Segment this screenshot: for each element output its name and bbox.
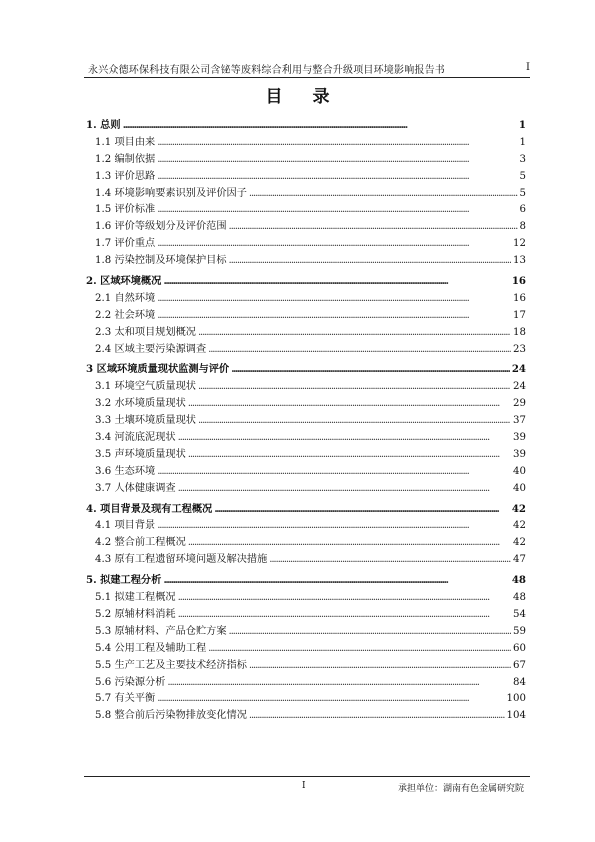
toc-entry-label: 3.1 环境空气质量现状 <box>95 381 196 393</box>
page-title: 目 录 <box>265 87 342 107</box>
toc-section-entry[interactable] <box>86 184 526 201</box>
toc-entry-page: 1 <box>518 119 526 131</box>
toc-entry-page: 12 <box>513 238 526 250</box>
toc-dot-leader <box>157 466 511 477</box>
toc-dot-leader <box>188 537 511 548</box>
toc-dot-leader <box>157 154 517 165</box>
toc-entry-page: 3 <box>519 153 526 165</box>
toc-section-entry[interactable] <box>86 550 526 567</box>
toc-entry-label: 5.2 原辅材料消耗 <box>95 608 176 620</box>
toc-section-entry[interactable] <box>86 516 526 533</box>
toc-entry-label: 1.5 评价标准 <box>95 204 156 216</box>
toc-entry-page: 24 <box>513 381 526 393</box>
toc-dot-leader <box>229 221 518 232</box>
toc-section-entry[interactable] <box>86 234 526 251</box>
toc-entry-label: 1.8 污染控制及环境保护目标 <box>95 255 227 267</box>
toc-dot-leader <box>157 204 517 215</box>
toc-entry-label: 2.4 区域主要污染源调查 <box>95 343 207 355</box>
toc-entry-label: 3.4 河流底泥现状 <box>95 432 176 444</box>
toc-chapter-entry[interactable] <box>86 272 526 289</box>
toc-entry-page: 24 <box>511 363 526 376</box>
toc-entry-label: 5.1 拟建工程概况 <box>95 592 176 604</box>
toc-section-entry[interactable] <box>86 133 526 150</box>
toc-entry-page: 60 <box>513 642 526 654</box>
toc-dot-leader <box>249 710 505 721</box>
table-of-contents <box>86 116 526 723</box>
toc-entry-page: 59 <box>513 625 526 637</box>
toc-dot-leader <box>157 520 511 531</box>
toc-dot-leader <box>178 609 511 620</box>
toc-section-entry[interactable] <box>86 150 526 167</box>
toc-entry-label: 5. 拟建工程分析 <box>86 574 162 587</box>
header-rule <box>84 77 530 78</box>
toc-entry-page: 6 <box>519 204 526 216</box>
toc-entry-label: 1.7 评价重点 <box>95 238 156 250</box>
toc-entry-label: 3.5 声环境质量现状 <box>95 448 186 460</box>
toc-entry-page: 39 <box>513 448 526 460</box>
toc-chapter-entry[interactable] <box>86 571 526 588</box>
toc-entry-label: 4.2 整合前工程概况 <box>95 537 186 549</box>
toc-entry-page: 48 <box>511 574 526 587</box>
toc-entry-label: 4. 项目背景及现有工程概况 <box>86 502 213 515</box>
toc-entry-label: 3 区域环境质量现状监测与评价 <box>86 363 230 376</box>
toc-entry-label: 2. 区域环境概况 <box>86 275 162 288</box>
toc-entry-label: 3.3 土壤环境质量现状 <box>95 415 196 427</box>
toc-entry-label: 5.4 公用工程及辅助工程 <box>95 642 207 654</box>
toc-chapter-entry[interactable] <box>86 116 526 133</box>
toc-entry-page: 39 <box>513 432 526 444</box>
toc-entry-page: 5 <box>519 170 526 182</box>
toc-dot-leader <box>157 171 517 182</box>
toc-entry-label: 3.6 生态环境 <box>95 465 156 477</box>
toc-entry-page: 42 <box>513 537 526 549</box>
toc-section-entry[interactable] <box>86 217 526 234</box>
toc-dot-leader <box>214 503 510 515</box>
toc-entry-page: 40 <box>513 482 526 494</box>
toc-section-entry[interactable] <box>86 639 526 656</box>
page-footer <box>84 776 530 796</box>
toc-entry-label: 1.1 项目由来 <box>95 136 156 148</box>
toc-dot-leader <box>163 275 510 287</box>
toc-dot-leader <box>229 255 512 266</box>
toc-dot-leader <box>231 363 510 375</box>
toc-entry-label: 2.2 社会环境 <box>95 309 156 321</box>
toc-entry-page: 23 <box>513 343 526 355</box>
toc-entry-label: 1. 总则 <box>86 119 121 131</box>
toc-section-entry[interactable] <box>86 479 526 496</box>
toc-entry-label: 4.1 项目背景 <box>95 520 156 532</box>
toc-entry-page: 5 <box>519 187 526 199</box>
toc-entry-label: 5.5 生产工艺及主要技术经济指标 <box>95 659 247 671</box>
toc-dot-leader <box>198 327 511 338</box>
toc-section-entry[interactable] <box>86 377 526 394</box>
toc-section-entry[interactable] <box>86 706 526 723</box>
toc-section-entry[interactable] <box>86 323 526 340</box>
toc-section-entry[interactable] <box>86 200 526 217</box>
toc-entry-label: 3.7 人体健康调查 <box>95 482 176 494</box>
toc-section-entry[interactable] <box>86 462 526 479</box>
toc-entry-label: 1.2 编制依据 <box>95 153 156 165</box>
toc-entry-page: 42 <box>513 520 526 532</box>
toc-entry-page: 37 <box>513 415 526 427</box>
toc-section-entry[interactable] <box>86 673 526 690</box>
toc-section-entry[interactable] <box>86 411 526 428</box>
toc-entry-page: 40 <box>513 465 526 477</box>
toc-dot-leader <box>157 238 511 249</box>
toc-entry-page: 16 <box>511 275 526 288</box>
toc-entry-label: 5.3 原辅材料、产品仓贮方案 <box>95 625 227 637</box>
toc-entry-page: 84 <box>513 676 526 688</box>
toc-section-entry[interactable] <box>86 251 526 268</box>
toc-dot-leader <box>157 693 504 704</box>
header-title: 永兴众德环保科技有限公司含铋等废料综合利用与整合升级项目环境影响报告书 <box>88 65 445 76</box>
toc-entry-page: 18 <box>513 326 526 338</box>
toc-entry-page: 100 <box>506 693 526 705</box>
toc-entry-page: 42 <box>511 502 526 515</box>
toc-dot-leader <box>249 188 518 199</box>
toc-entry-page: 13 <box>513 255 526 267</box>
toc-section-entry[interactable] <box>86 167 526 184</box>
toc-dot-leader <box>157 310 511 321</box>
toc-entry-label: 1.6 评价等级划分及评价范围 <box>95 221 227 233</box>
toc-entry-page: 8 <box>519 221 526 233</box>
toc-entry-page: 48 <box>513 592 526 604</box>
toc-entry-page: 17 <box>513 309 526 321</box>
toc-entry-page: 29 <box>513 398 526 410</box>
toc-dot-leader <box>157 293 511 304</box>
toc-entry-label: 5.7 有关平衡 <box>95 693 156 705</box>
toc-entry-page: 16 <box>513 292 526 304</box>
toc-dot-leader <box>157 137 517 148</box>
toc-section-entry[interactable] <box>86 533 526 550</box>
toc-section-entry[interactable] <box>86 605 526 622</box>
header-page-mark: I <box>526 62 530 73</box>
toc-dot-leader <box>188 449 511 460</box>
toc-entry-label: 1.4 环境影响要素识别及评价因子 <box>95 187 247 199</box>
toc-dot-leader <box>178 432 511 443</box>
toc-entry-page: 1 <box>519 136 526 148</box>
toc-section-entry[interactable] <box>86 445 526 462</box>
toc-entry-label: 1.3 评价思路 <box>95 170 156 182</box>
toc-dot-leader <box>198 415 511 426</box>
footer-organization: 承担单位：湖南有色金属研究院 <box>397 784 524 794</box>
toc-dot-leader <box>208 344 511 355</box>
toc-chapter-entry[interactable] <box>86 360 526 377</box>
toc-dot-leader <box>167 677 511 688</box>
toc-section-entry[interactable] <box>86 289 526 306</box>
toc-section-entry[interactable] <box>86 656 526 673</box>
toc-chapter-entry[interactable] <box>86 500 526 517</box>
toc-entry-label: 3.2 水环境质量现状 <box>95 398 186 410</box>
toc-dot-leader <box>178 592 511 603</box>
page-header <box>84 61 530 77</box>
toc-entry-page: 104 <box>506 710 526 722</box>
toc-dot-leader <box>123 119 517 131</box>
toc-dot-leader <box>269 554 511 565</box>
toc-dot-leader <box>249 660 511 671</box>
toc-dot-leader <box>188 398 511 409</box>
toc-entry-label: 5.6 污染源分析 <box>95 676 166 688</box>
toc-section-entry[interactable] <box>86 689 526 706</box>
toc-dot-leader <box>163 574 510 586</box>
toc-section-entry[interactable] <box>86 588 526 605</box>
toc-section-entry[interactable] <box>86 306 526 323</box>
toc-section-entry[interactable] <box>86 622 526 639</box>
toc-dot-leader <box>208 643 511 654</box>
toc-section-entry[interactable] <box>86 428 526 445</box>
toc-dot-leader <box>178 483 511 494</box>
toc-entry-label: 4.3 原有工程遗留环境问题及解决措施 <box>95 554 268 566</box>
toc-section-entry[interactable] <box>86 394 526 411</box>
toc-entry-page: 67 <box>513 659 526 671</box>
toc-entry-label: 5.8 整合前后污染物排放变化情况 <box>95 710 247 722</box>
toc-section-entry[interactable] <box>86 340 526 357</box>
toc-entry-page: 54 <box>513 608 526 620</box>
toc-entry-label: 2.1 自然环境 <box>95 292 156 304</box>
toc-entry-page: 47 <box>513 554 526 566</box>
toc-dot-leader <box>198 381 511 392</box>
toc-dot-leader <box>229 626 512 637</box>
footer-page-number: I <box>302 781 306 791</box>
toc-entry-label: 2.3 太和项目规划概况 <box>95 326 196 338</box>
